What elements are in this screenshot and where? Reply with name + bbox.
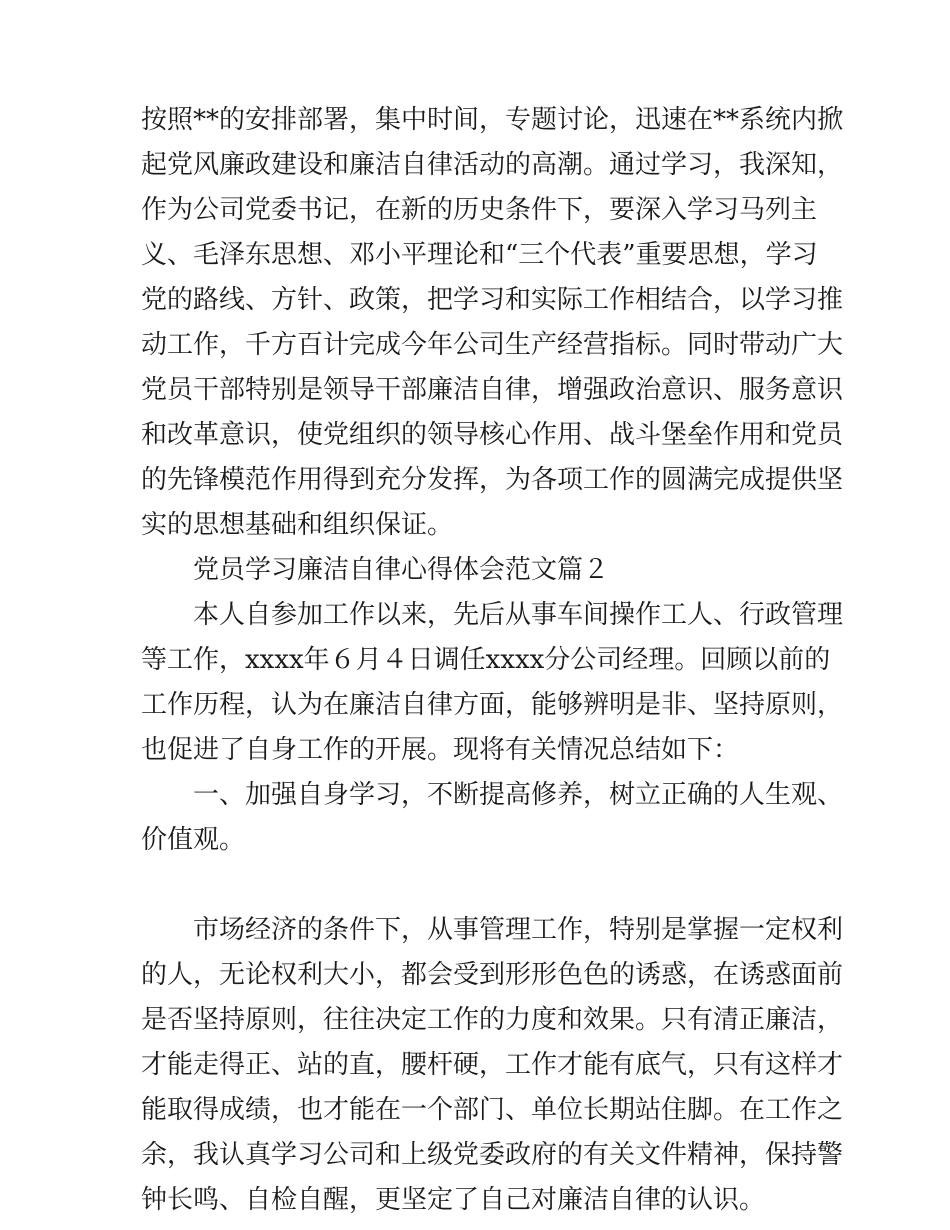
paragraph-first-line: 市场经济的条件下，从事管理工作，特别是掌握一定权利 xyxy=(193,915,844,945)
text-line: 作为公司党委书记，在新的历史条件下，要深入学习马列主 xyxy=(141,195,818,225)
text-line: 和改革意识，使党组织的领导核心作用、战斗堡垒作用和党员 xyxy=(141,420,844,450)
text-line: 才能走得正、站的直，腰杆硬，工作才能有底气，只有这样才 xyxy=(141,1050,844,1080)
paragraph-first-line: 本人自参加工作以来，先后从事车间操作工人、行政管理 xyxy=(193,600,844,630)
section-heading: 党员学习廉洁自律心得体会范文篇２ xyxy=(193,555,610,585)
document-body xyxy=(141,98,844,1223)
text-line: 动工作，千方百计完成今年公司生产经营指标。同时带动广大 xyxy=(141,330,844,360)
text-line: 钟长鸣、自检自醒，更坚定了自己对廉洁自律的认识。 xyxy=(141,1185,766,1215)
text-line: 余，我认真学习公司和上级党委政府的有关文件精神，保持警 xyxy=(141,1140,844,1170)
text-line: 也促进了自身工作的开展。现将有关情况总结如下： xyxy=(141,735,740,765)
text-line: 的先锋模范作用得到充分发挥，为各项工作的圆满完成提供坚 xyxy=(141,465,844,495)
text-line: 实的思想基础和组织保证。 xyxy=(141,510,454,540)
blank-line xyxy=(141,863,821,908)
text-line: 党的路线、方针、政策，把学习和实际工作相结合，以学习推 xyxy=(141,285,844,315)
text-line: 起党风廉政建设和廉洁自律活动的高潮。通过学习，我深知， xyxy=(141,150,844,180)
text-line: 是否坚持原则，往往决定工作的力度和效果。只有清正廉洁， xyxy=(141,1005,844,1035)
text-line: 按照**的安排部署，集中时间，专题讨论，迅速在**系统内掀 xyxy=(141,105,844,135)
text-line: 能取得成绩，也才能在一个部门、单位长期站住脚。在工作之 xyxy=(141,1095,844,1125)
text-line: 的人，无论权利大小，都会受到形形色色的诱惑，在诱惑面前 xyxy=(141,960,844,990)
text-line: 等工作，xxxx年６月４日调任xxxx分公司经理。回顾以前的 xyxy=(141,645,831,675)
subheading-second-line: 价值观。 xyxy=(141,825,246,855)
text-line: 义、毛泽东思想、邓小平理论和“三个代表”重要思想，学习 xyxy=(141,240,818,270)
text-line: 党员干部特别是领导干部廉洁自律，增强政治意识、服务意识 xyxy=(141,375,844,405)
text-line: 工作历程，认为在廉洁自律方面，能够辨明是非、坚持原则， xyxy=(141,690,844,720)
subheading-first-line: 一、加强自身学习，不断提高修养，树立正确的人生观、 xyxy=(193,780,844,810)
